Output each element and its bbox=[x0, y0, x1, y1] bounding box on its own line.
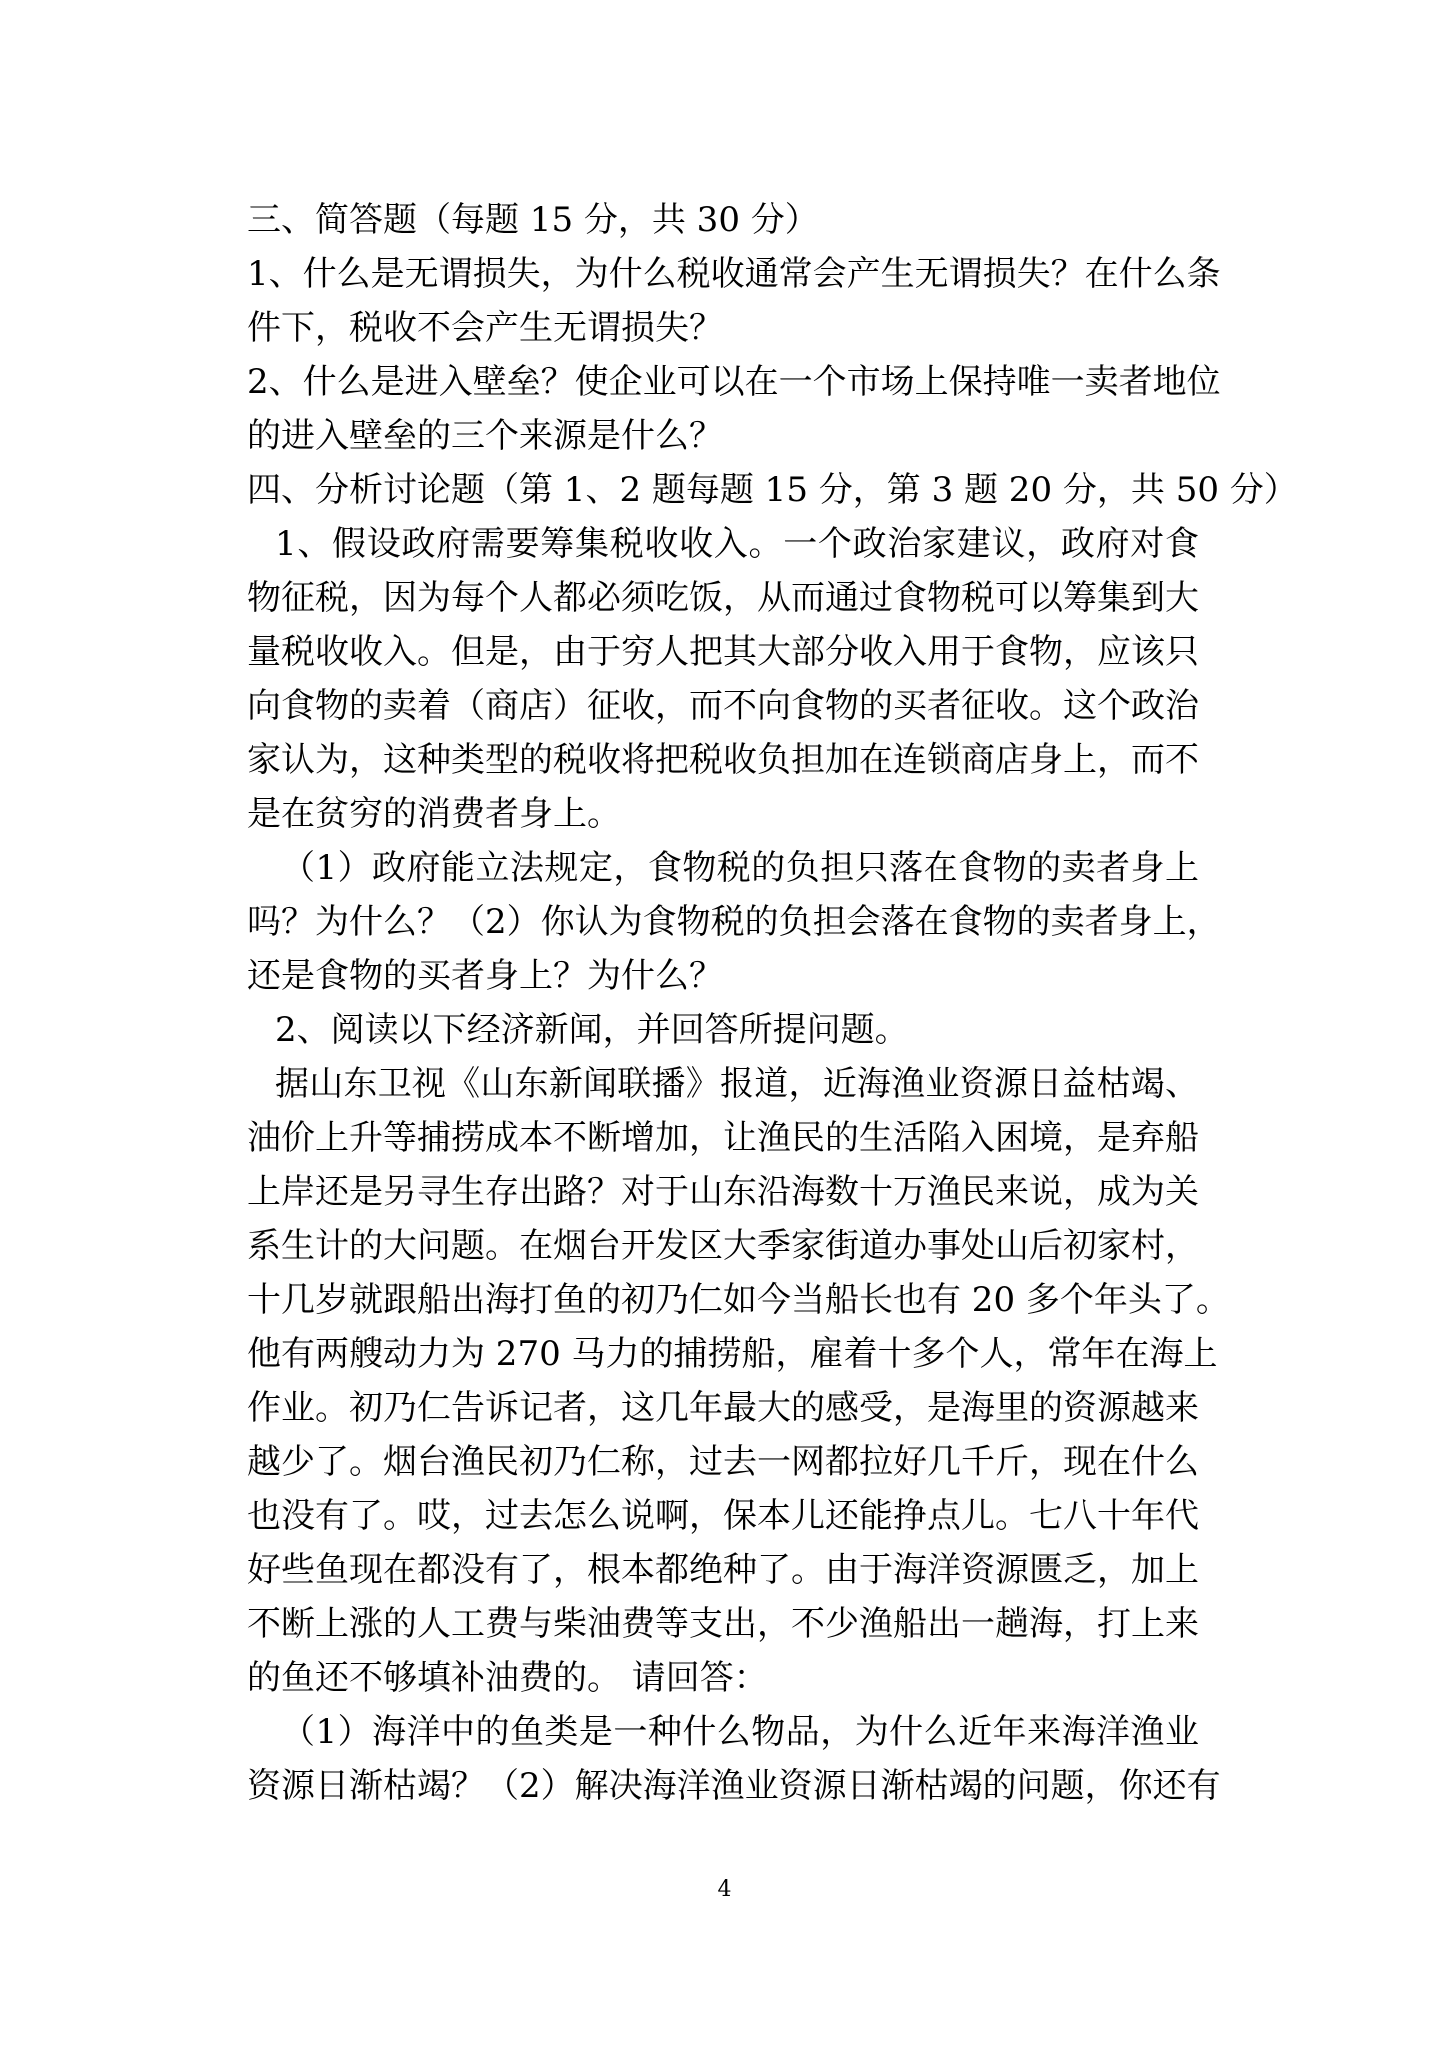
text-line: 四、分析讨论题（第 1、2 题每题 15 分，第 3 题 20 分，共 50 分） bbox=[247, 470, 1298, 510]
text-line: 作业。初乃仁告诉记者，这几年最大的感受，是海里的资源越来 bbox=[247, 1388, 1199, 1428]
text-line: 好些鱼现在都没有了，根本都绝种了。由于海洋资源匮乏，加上 bbox=[247, 1550, 1199, 1590]
text-line: 家认为，这种类型的税收将把税收负担加在连锁商店身上，而不 bbox=[247, 740, 1199, 780]
text-line: 2、阅读以下经济新闻，并回答所提问题。 bbox=[275, 1010, 909, 1050]
text-line: 十几岁就跟船出海打鱼的初乃仁如今当船长也有 20 多个年头了。 bbox=[247, 1280, 1230, 1320]
text-line: 越少了。烟台渔民初乃仁称，过去一网都拉好几千斤，现在什么 bbox=[247, 1442, 1199, 1482]
text-line: 据山东卫视《山东新闻联播》报道，近海渔业资源日益枯竭、 bbox=[275, 1064, 1199, 1104]
text-line: 物征税，因为每个人都必须吃饭，从而通过食物税可以筹集到大 bbox=[247, 578, 1199, 618]
text-line: 他有两艘动力为 270 马力的捕捞船，雇着十多个人，常年在海上 bbox=[247, 1334, 1218, 1374]
text-line: 油价上升等捕捞成本不断增加，让渔民的生活陷入困境，是弃船 bbox=[247, 1118, 1199, 1158]
page-number: 4 bbox=[717, 1877, 732, 1902]
text-line: 吗？为什么？（2）你认为食物税的负担会落在食物的卖者身上， bbox=[247, 902, 1221, 942]
text-line: 件下，税收不会产生无谓损失？ bbox=[247, 308, 723, 348]
text-line: 也没有了。哎，过去怎么说啊，保本儿还能挣点儿。七八十年代 bbox=[247, 1496, 1199, 1536]
text-line: 的鱼还不够填补油费的。 请回答： bbox=[247, 1658, 768, 1698]
text-line: 2、什么是进入壁垒？使企业可以在一个市场上保持唯一卖者地位 bbox=[247, 362, 1221, 402]
text-line: 三、简答题（每题 15 分，共 30 分） bbox=[247, 200, 819, 240]
text-line: 是在贫穷的消费者身上。 bbox=[247, 794, 621, 834]
text-line: （1）政府能立法规定，食物税的负担只落在食物的卖者身上 bbox=[281, 848, 1199, 888]
text-line: 还是食物的买者身上？为什么？ bbox=[247, 956, 723, 996]
text-line: 资源日渐枯竭？（2）解决海洋渔业资源日渐枯竭的问题，你还有 bbox=[247, 1766, 1221, 1806]
text-line: 上岸还是另寻生存出路？对于山东沿海数十万渔民来说，成为关 bbox=[247, 1172, 1199, 1212]
text-line: 不断上涨的人工费与柴油费等支出，不少渔船出一趟海，打上来 bbox=[247, 1604, 1199, 1644]
text-line: 量税收收入。但是，由于穷人把其大部分收入用于食物，应该只 bbox=[247, 632, 1199, 672]
text-line: 向食物的卖着（商店）征收，而不向食物的买者征收。这个政治 bbox=[247, 686, 1199, 726]
text-line: （1）海洋中的鱼类是一种什么物品，为什么近年来海洋渔业 bbox=[281, 1712, 1199, 1752]
text-line: 1、什么是无谓损失，为什么税收通常会产生无谓损失？在什么条 bbox=[247, 254, 1221, 294]
text-line: 的进入壁垒的三个来源是什么？ bbox=[247, 416, 723, 456]
text-line: 1、假设政府需要筹集税收收入。一个政治家建议，政府对食 bbox=[275, 524, 1199, 564]
text-line: 系生计的大问题。在烟台开发区大季家街道办事处山后初家村， bbox=[247, 1226, 1199, 1266]
